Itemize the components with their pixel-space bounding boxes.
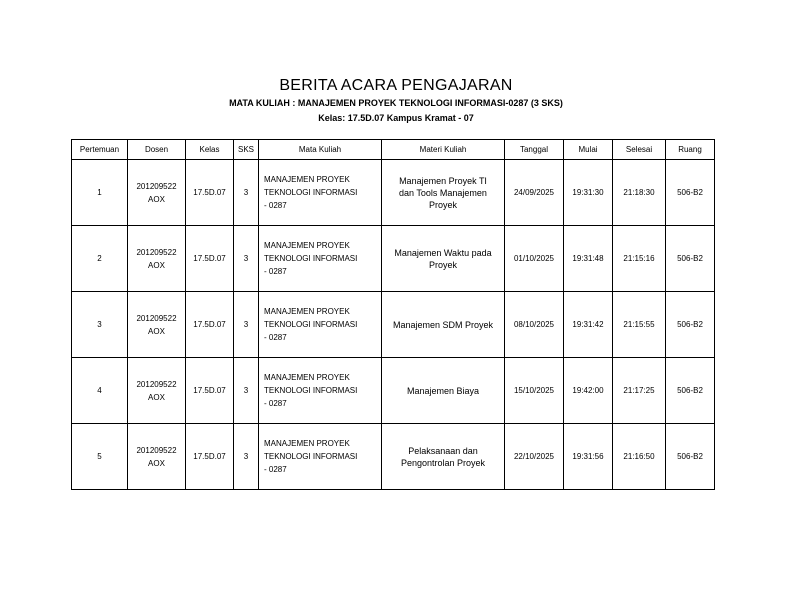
column-header-pertemuan: Pertemuan	[72, 140, 128, 160]
dosen-id: 201209522	[136, 379, 177, 389]
column-header-mata-kuliah: Mata Kuliah	[259, 140, 382, 160]
materi-line: Pelaksanaan dan	[408, 445, 478, 456]
dosen-id: 201209522	[136, 247, 177, 257]
selesai-cell: 21:15:16	[613, 226, 666, 292]
dosen-code: AOX	[148, 260, 165, 270]
materi-line: Manajemen Biaya	[406, 385, 480, 396]
course-subtitle: MATA KULIAH : MANAJEMEN PROYEK TEKNOLOGI INFORMASI-0287 (3 SKS)	[229, 98, 563, 108]
mulai-cell: 19:31:30	[564, 160, 613, 226]
mulai-cell: 19:31:42	[564, 292, 613, 358]
sks-cell: 3	[234, 424, 259, 490]
tanggal-cell: 22/10/2025	[505, 424, 564, 490]
dosen-id: 201209522	[136, 313, 177, 323]
page-title: BERITA ACARA PENGAJARAN	[279, 77, 513, 94]
dosen-id: 201209522	[136, 181, 177, 191]
tanggal-cell: 01/10/2025	[505, 226, 564, 292]
materi-kuliah-cell	[382, 292, 505, 358]
dosen-cell	[128, 424, 186, 490]
dosen-id: 201209522	[136, 445, 177, 455]
kelas-cell: 17.5D.07	[186, 358, 234, 424]
mata-kuliah-line: - 0287	[264, 201, 287, 210]
column-header-sks: SKS	[234, 140, 259, 160]
table-row	[72, 358, 715, 424]
kelas-cell: 17.5D.07	[186, 160, 234, 226]
mata-kuliah-line: MANAJEMEN PROYEK	[264, 241, 350, 250]
mulai-cell: 19:42:00	[564, 358, 613, 424]
mata-kuliah-line: TEKNOLOGI INFORMASI	[264, 254, 358, 263]
pertemuan-cell: 4	[72, 358, 128, 424]
materi-line: Manajemen Waktu pada	[394, 247, 492, 258]
pertemuan-cell: 3	[72, 292, 128, 358]
materi-kuliah-cell	[382, 160, 505, 226]
mata-kuliah-cell	[259, 292, 382, 358]
tanggal-cell: 08/10/2025	[505, 292, 564, 358]
mulai-cell: 19:31:48	[564, 226, 613, 292]
dosen-code: AOX	[148, 392, 165, 402]
pertemuan-cell: 5	[72, 424, 128, 490]
mata-kuliah-line: - 0287	[264, 399, 287, 408]
sks-cell: 3	[234, 160, 259, 226]
selesai-cell: 21:18:30	[613, 160, 666, 226]
mata-kuliah-line: MANAJEMEN PROYEK	[264, 439, 350, 448]
ruang-cell: 506-B2	[666, 424, 715, 490]
dosen-cell	[128, 226, 186, 292]
column-header-ruang: Ruang	[666, 140, 715, 160]
column-header-dosen: Dosen	[128, 140, 186, 160]
ruang-cell: 506-B2	[666, 358, 715, 424]
kelas-cell: 17.5D.07	[186, 424, 234, 490]
dosen-cell	[128, 292, 186, 358]
dosen-cell	[128, 160, 186, 226]
mata-kuliah-line: MANAJEMEN PROYEK	[264, 175, 350, 184]
mata-kuliah-line: - 0287	[264, 465, 287, 474]
mata-kuliah-line: MANAJEMEN PROYEK	[264, 307, 350, 316]
mata-kuliah-line: TEKNOLOGI INFORMASI	[264, 452, 358, 461]
sks-cell: 3	[234, 292, 259, 358]
dosen-code: AOX	[148, 194, 165, 204]
materi-kuliah-cell	[382, 226, 505, 292]
mata-kuliah-cell	[259, 160, 382, 226]
tanggal-cell: 24/09/2025	[505, 160, 564, 226]
table-row	[72, 424, 715, 490]
pertemuan-cell: 2	[72, 226, 128, 292]
materi-line: dan Tools Manajemen	[399, 187, 487, 198]
table-row	[72, 292, 715, 358]
materi-line: Pengontrolan Proyek	[400, 457, 486, 468]
materi-line: Proyek	[428, 199, 457, 210]
mata-kuliah-line: TEKNOLOGI INFORMASI	[264, 386, 358, 395]
materi-line: Proyek	[428, 259, 457, 270]
column-header-mulai: Mulai	[564, 140, 613, 160]
kelas-cell: 17.5D.07	[186, 292, 234, 358]
column-header-tanggal: Tanggal	[505, 140, 564, 160]
selesai-cell: 21:15:55	[613, 292, 666, 358]
class-info: Kelas: 17.5D.07 Kampus Kramat - 07	[318, 113, 474, 123]
dosen-cell	[128, 358, 186, 424]
materi-kuliah-cell	[382, 358, 505, 424]
selesai-cell: 21:16:50	[613, 424, 666, 490]
materi-kuliah-cell	[382, 424, 505, 490]
mata-kuliah-cell	[259, 226, 382, 292]
mata-kuliah-line: - 0287	[264, 267, 287, 276]
dosen-code: AOX	[148, 326, 165, 336]
table-row	[72, 226, 715, 292]
ruang-cell: 506-B2	[666, 160, 715, 226]
table-row	[72, 160, 715, 226]
sks-cell: 3	[234, 358, 259, 424]
sks-cell: 3	[234, 226, 259, 292]
pertemuan-cell: 1	[72, 160, 128, 226]
selesai-cell: 21:17:25	[613, 358, 666, 424]
table-header-row	[72, 140, 715, 160]
dosen-code: AOX	[148, 458, 165, 468]
mata-kuliah-line: - 0287	[264, 333, 287, 342]
column-header-materi-kuliah: Materi Kuliah	[382, 140, 505, 160]
column-header-kelas: Kelas	[186, 140, 234, 160]
mata-kuliah-cell	[259, 424, 382, 490]
materi-line: Manajemen Proyek TI	[399, 175, 487, 186]
attendance-table	[71, 139, 715, 490]
materi-line: Manajemen SDM Proyek	[392, 319, 494, 330]
ruang-cell: 506-B2	[666, 292, 715, 358]
mata-kuliah-cell	[259, 358, 382, 424]
ruang-cell: 506-B2	[666, 226, 715, 292]
mata-kuliah-line: TEKNOLOGI INFORMASI	[264, 188, 358, 197]
kelas-cell: 17.5D.07	[186, 226, 234, 292]
mulai-cell: 19:31:56	[564, 424, 613, 490]
mata-kuliah-line: TEKNOLOGI INFORMASI	[264, 320, 358, 329]
tanggal-cell: 15/10/2025	[505, 358, 564, 424]
mata-kuliah-line: MANAJEMEN PROYEK	[264, 373, 350, 382]
column-header-selesai: Selesai	[613, 140, 666, 160]
